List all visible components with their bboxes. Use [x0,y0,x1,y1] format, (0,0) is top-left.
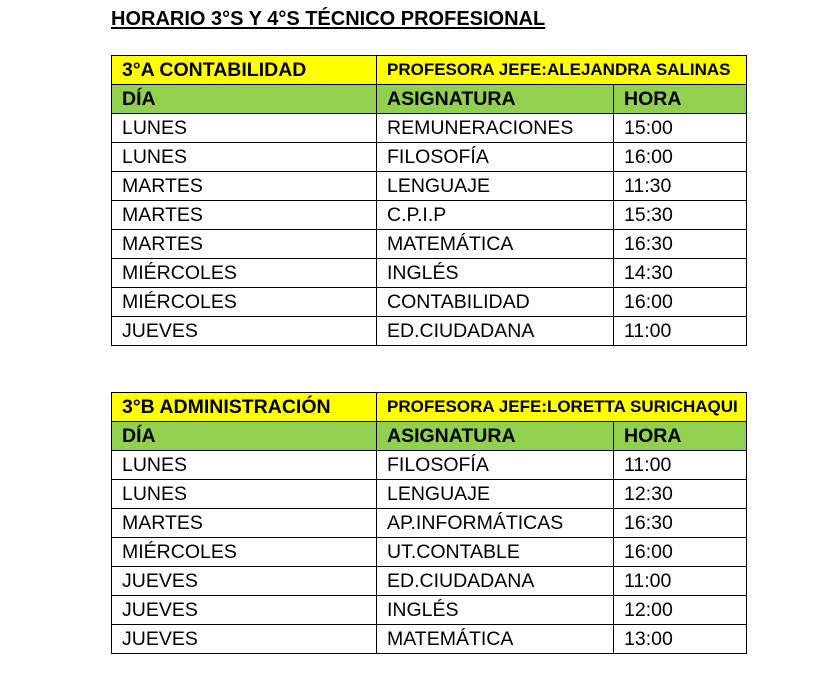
cell-subject: FILOSOFÍA [377,143,614,172]
course-title-row [112,393,747,422]
head-teacher: PROFESORA JEFE:ALEJANDRA SALINAS [377,56,747,85]
course-title-row [112,56,747,85]
cell-day: JUEVES [112,625,377,654]
table-row [112,114,747,143]
cell-subject: INGLÉS [377,596,614,625]
head-teacher: PROFESORA JEFE:LORETTA SURICHAQUI [377,393,747,422]
cell-subject: UT.CONTABLE [377,538,614,567]
cell-time: 13:00 [614,625,747,654]
column-header-time: HORA [614,85,747,114]
column-header-row [112,85,747,114]
table-row [112,230,747,259]
column-header-day: DÍA [112,85,377,114]
table-row [112,480,747,509]
cell-subject: LENGUAJE [377,480,614,509]
cell-subject: LENGUAJE [377,172,614,201]
cell-day: LUNES [112,451,377,480]
table-row [112,259,747,288]
table-row [112,143,747,172]
document-title: HORARIO 3°S Y 4°S TÉCNICO PROFESIONAL [111,8,546,30]
schedule-table-3b [111,392,747,654]
cell-day: MARTES [112,230,377,259]
cell-time: 11:30 [614,172,747,201]
cell-time: 15:00 [614,114,747,143]
cell-subject: REMUNERACIONES [377,114,614,143]
cell-time: 14:30 [614,259,747,288]
cell-subject: FILOSOFÍA [377,451,614,480]
table-row [112,201,747,230]
cell-time: 11:00 [614,451,747,480]
cell-subject: ED.CIUDADANA [377,567,614,596]
table-row [112,596,747,625]
table-row [112,451,747,480]
column-header-row [112,422,747,451]
table-row [112,567,747,596]
cell-day: MIÉRCOLES [112,538,377,567]
column-header-subject: ASIGNATURA [377,85,614,114]
course-name: 3°A CONTABILIDAD [112,56,377,85]
cell-day: MARTES [112,509,377,538]
table-row [112,538,747,567]
cell-time: 16:00 [614,538,747,567]
cell-day: MARTES [112,201,377,230]
cell-subject: C.P.I.P [377,201,614,230]
cell-time: 16:00 [614,143,747,172]
cell-day: LUNES [112,143,377,172]
cell-time: 15:30 [614,201,747,230]
cell-subject: MATEMÁTICA [377,625,614,654]
cell-day: LUNES [112,480,377,509]
cell-day: JUEVES [112,596,377,625]
schedule-rows [112,451,747,654]
table-row [112,288,747,317]
schedule-rows [112,114,747,346]
cell-subject: CONTABILIDAD [377,288,614,317]
cell-time: 16:00 [614,288,747,317]
cell-day: LUNES [112,114,377,143]
schedule-table-3a [111,55,747,346]
column-header-time: HORA [614,422,747,451]
cell-time: 11:00 [614,567,747,596]
cell-day: MIÉRCOLES [112,288,377,317]
cell-time: 16:30 [614,230,747,259]
cell-subject: MATEMÁTICA [377,230,614,259]
cell-day: MIÉRCOLES [112,259,377,288]
course-name: 3°B ADMINISTRACIÓN [112,393,377,422]
column-header-subject: ASIGNATURA [377,422,614,451]
cell-time: 12:00 [614,596,747,625]
cell-subject: AP.INFORMÁTICAS [377,509,614,538]
cell-day: JUEVES [112,567,377,596]
table-row [112,172,747,201]
table-row [112,317,747,346]
column-header-day: DÍA [112,422,377,451]
table-row [112,509,747,538]
cell-subject: ED.CIUDADANA [377,317,614,346]
table-row [112,625,747,654]
cell-time: 11:00 [614,317,747,346]
cell-day: MARTES [112,172,377,201]
cell-time: 16:30 [614,509,747,538]
cell-subject: INGLÉS [377,259,614,288]
cell-day: JUEVES [112,317,377,346]
cell-time: 12:30 [614,480,747,509]
